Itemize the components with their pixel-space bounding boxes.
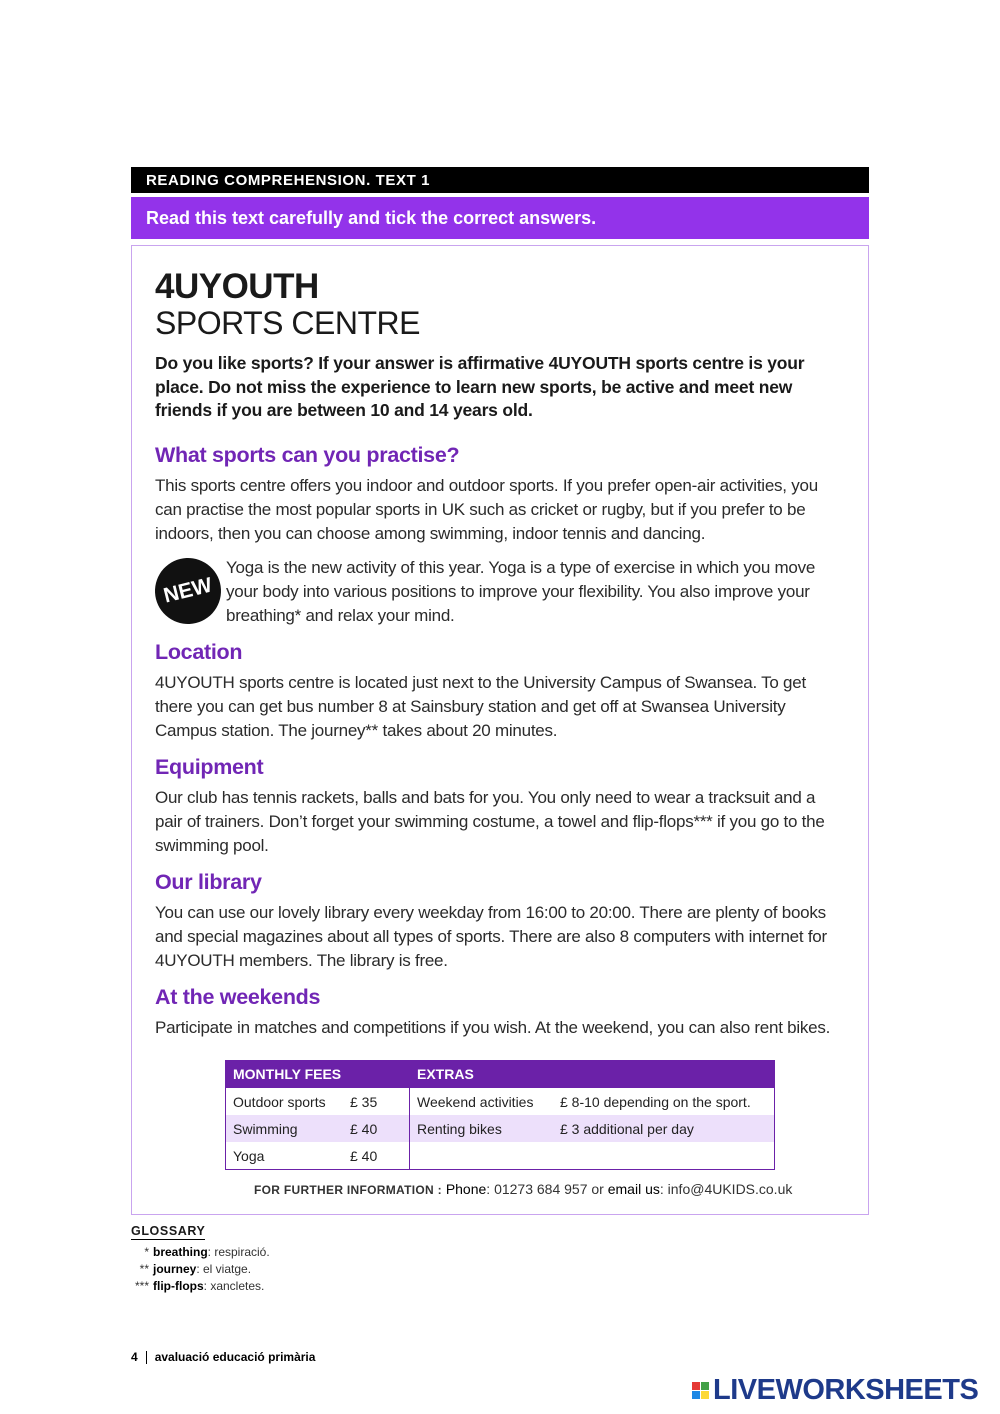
glossary-term: flip-flops [153, 1279, 204, 1293]
page-number: 4 [131, 1350, 138, 1364]
section-text-equipment: Our club has tennis rackets, balls and bats for you. You only need to wear a tracksuit and a pair of trainers. Don’t forget your swimming costume, a towel and flip-flops*** if you go to the swimming pool. [155, 787, 825, 855]
instruction-bar [131, 197, 869, 239]
extra-activity [410, 1142, 554, 1170]
fee-activity: Swimming [226, 1115, 344, 1142]
section-heading-location: Location [155, 639, 243, 664]
section-heading-equipment: Equipment [155, 754, 264, 779]
new-badge-label: NEW [161, 572, 215, 608]
logo-square [692, 1391, 700, 1399]
extra-activity: Weekend activities [410, 1088, 554, 1116]
logo-square [701, 1382, 709, 1390]
fee-activity: Yoga [233, 1147, 265, 1164]
section-text-location: 4UYOUTH sports centre is located just next to the University Campus of Swansea. To get there you can get bus number 8 at Sainsbury station and get off at Swansea University Campus station. The journey** takes about 20 minutes. [155, 672, 806, 740]
fee-price: £ 35 [350, 1093, 378, 1110]
extra-price [553, 1142, 775, 1170]
fee-price: £ 40 [343, 1115, 410, 1142]
extra-activity: Renting bikes [410, 1115, 554, 1142]
glossary-def: : el viatge. [196, 1262, 252, 1276]
table-row [226, 1088, 775, 1116]
fee-price: £ 40 [350, 1147, 378, 1164]
section-text-sports: This sports centre offers you indoor and outdoor sports. If you prefer open-air activities, you can practise the most popular sports in UK such as cricket or rugby, but if you prefer to be indoors, then you can choose among swimming, indoor tennis and dancing. [155, 475, 818, 543]
article-intro: Do you like sports? If your answer is affirmative 4UYOUTH sports centre is your place. Do not miss the experience to learn new sports, be active and meet new friends if you are between 10 and 14 years old. [155, 353, 805, 420]
section-heading-weekends: At the weekends [155, 984, 321, 1009]
logo-text: LIVEWORKSHEETS [713, 1373, 979, 1406]
logo-grid-icon [692, 1382, 709, 1399]
glossary-item [131, 1278, 270, 1295]
glossary-item [131, 1261, 270, 1278]
logo-square [701, 1391, 709, 1399]
extra-price: £ 8-10 depending on the sport. [560, 1093, 751, 1110]
fees-table-header [226, 1061, 775, 1088]
section-text-library: You can use our lovely library every weekday from 16:00 to 20:00. There are plenty of books and special magazines about all types of sports. There are also 8 computers with internet for 4UYOUTH members. The library is free. [155, 902, 827, 970]
phone-label: Phone [445, 1181, 487, 1197]
glossary-list [131, 1244, 270, 1295]
new-activity-text: Yoga is the new activity of this year. Yoga is a type of exercise in which you move your body into various positions to improve your flexibility. You also improve your breathing* and relax your mind. [226, 557, 816, 625]
glossary-mark: *** [134, 1279, 149, 1293]
liveworksheets-logo[interactable] [692, 1375, 978, 1405]
monthly-fees-header: MONTHLY FEES [226, 1061, 410, 1088]
section-label: READING COMPREHENSION. TEXT 1 [146, 171, 431, 189]
glossary-def: : respiració. [207, 1245, 270, 1259]
glossary-title: GLOSSARY [131, 1224, 206, 1238]
footer-text: avaluació educació primària [154, 1350, 316, 1364]
fees-table [225, 1060, 775, 1170]
fee-activity: Outdoor sports [233, 1093, 326, 1110]
extras-header: EXTRAS [410, 1061, 775, 1088]
email-address: : info@4UKIDS.co.uk [659, 1181, 793, 1197]
section-heading-sports: What sports can you practise? [155, 442, 460, 467]
further-info-label: FOR FURTHER INFORMATION : [254, 1183, 442, 1197]
table-row [226, 1142, 775, 1170]
phone-number: : 01273 684 957 or [486, 1181, 608, 1197]
glossary-term: journey [153, 1262, 197, 1276]
footer-divider [146, 1351, 147, 1364]
glossary-def: : xancletes. [203, 1279, 265, 1293]
new-badge-icon [148, 550, 228, 630]
article-subtitle: SPORTS CENTRE [155, 305, 420, 341]
article-title: 4UYOUTH [155, 267, 319, 306]
table-row [226, 1115, 775, 1142]
article-content [155, 268, 847, 1040]
section-text-weekends: Participate in matches and competitions if you wish. At the weekend, you can also rent bikes. [155, 1017, 831, 1037]
extra-price: £ 3 additional per day [553, 1115, 775, 1142]
instruction-text: Read this text carefully and tick the correct answers. [146, 207, 597, 228]
page-footer [131, 1350, 315, 1364]
glossary-mark: * [144, 1245, 149, 1259]
new-activity [155, 556, 847, 628]
section-label-bar [131, 167, 869, 193]
email-label: email us [607, 1181, 660, 1197]
glossary-term: breathing [153, 1245, 208, 1259]
logo-square [692, 1382, 700, 1390]
glossary-mark: ** [139, 1262, 149, 1276]
glossary-item [131, 1244, 270, 1261]
further-information [254, 1181, 792, 1197]
section-heading-library: Our library [155, 869, 262, 894]
